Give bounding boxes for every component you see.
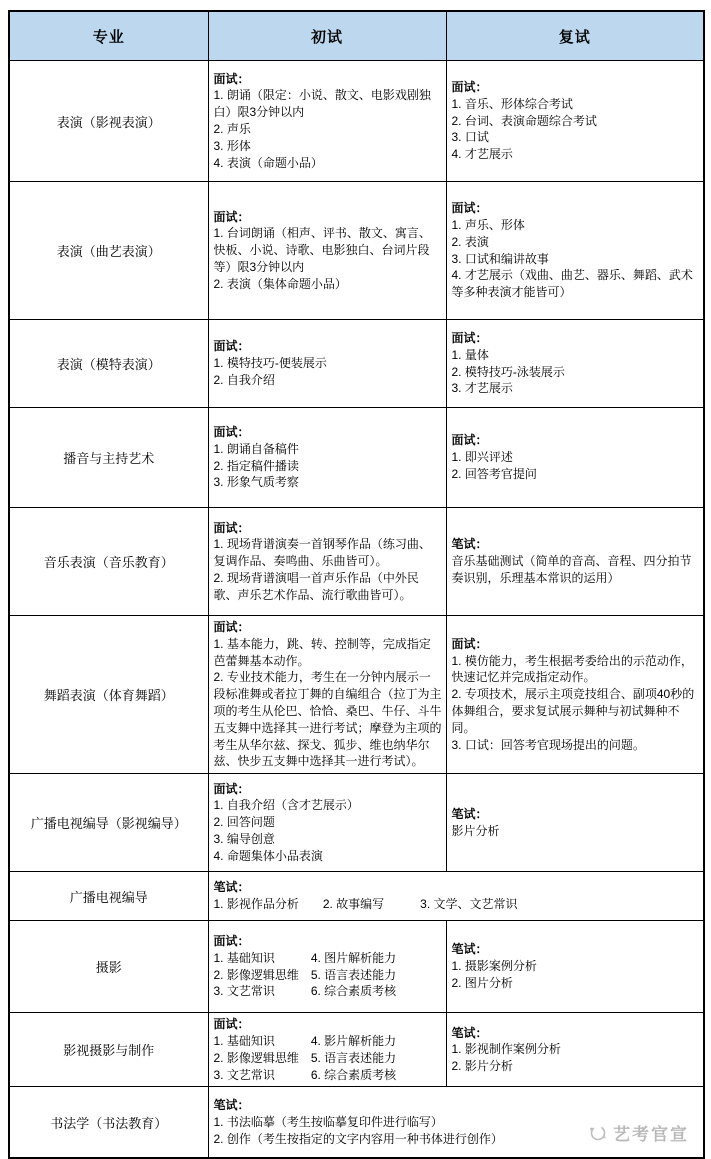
exam-table-body bbox=[9, 61, 704, 1159]
exam-type-label: 笔试： bbox=[451, 806, 488, 821]
exam-item: 1. 基本能力，跳、转、控制等，完成指定芭蕾舞基本动作。 bbox=[213, 636, 431, 668]
exam-item: 2. 创作（考生按指定的文字内容用一种书体进行创作） bbox=[213, 1131, 503, 1146]
exam-item: 2. 图片分析 bbox=[451, 976, 513, 991]
exam-type-label: 面试： bbox=[213, 520, 250, 535]
exam-item: 3. 口试：回答考官现场提出的问题。 bbox=[451, 737, 645, 752]
first-exam-cell bbox=[208, 182, 446, 320]
first-exam-cell bbox=[208, 616, 446, 774]
table-row bbox=[9, 320, 704, 408]
exam-type-label: 笔试： bbox=[213, 1098, 250, 1113]
table-row bbox=[9, 774, 704, 872]
exam-table bbox=[8, 10, 705, 1159]
exam-type-label: 面试： bbox=[451, 330, 488, 345]
exam-item: 4. 命题集体小品表演 bbox=[213, 848, 323, 863]
exam-type-label: 面试： bbox=[213, 71, 250, 86]
exam-item: 1. 自我介绍（含才艺展示） bbox=[213, 798, 359, 813]
exam-item: 2. 自我介绍 bbox=[213, 372, 275, 387]
major-cell: 舞蹈表演（体育舞蹈） bbox=[9, 616, 208, 774]
yikao-logo-icon bbox=[588, 1123, 608, 1143]
exam-type-label: 笔试： bbox=[451, 537, 488, 552]
exam-item: 影片分析 bbox=[451, 823, 500, 838]
second-exam-cell bbox=[446, 61, 704, 182]
major-cell: 广播电视编导（影视编导） bbox=[9, 774, 208, 872]
major-cell: 音乐表演（音乐教育） bbox=[9, 508, 208, 616]
first-exam-cell bbox=[208, 408, 446, 508]
exam-item: 4. 才艺展示 bbox=[451, 147, 513, 162]
second-exam-cell bbox=[446, 616, 704, 774]
watermark-text: 艺考官宣 bbox=[613, 1125, 689, 1145]
exam-item: 3. 形象气质考察 bbox=[213, 475, 299, 490]
exam-item: 2. 专项技术，展示主项竞技组合、副项40秒的体舞组合，要求复试展示舞种与初试舞种不同。 bbox=[451, 687, 695, 735]
exam-item: 1. 即兴评述 bbox=[451, 450, 513, 465]
exam-item: 1. 摄影案例分析 bbox=[451, 959, 537, 974]
exam-item: 1. 音乐、形体综合考试 bbox=[451, 96, 573, 111]
first-exam-cell bbox=[208, 61, 446, 182]
second-exam-cell bbox=[446, 1013, 704, 1087]
exam-type-label: 笔试： bbox=[451, 1025, 488, 1040]
exam-item: 3. 才艺展示 bbox=[451, 381, 513, 396]
major-cell: 影视摄影与制作 bbox=[9, 1013, 208, 1087]
header-row bbox=[9, 11, 704, 61]
major-cell: 播音与主持艺术 bbox=[9, 408, 208, 508]
table-header bbox=[9, 11, 704, 61]
exam-item: 2. 影片分析 bbox=[451, 1059, 513, 1074]
exam-item: 2. 表演（集体命题小品） bbox=[213, 276, 347, 291]
exam-item: 音乐基础测试（简单的音高、音程、四分拍节奏识别，乐理基本常识的运用） bbox=[451, 554, 692, 585]
exam-item: 1. 朗诵（限定：小说、散文、电影戏剧独白）限3分钟以内 bbox=[213, 88, 431, 120]
exam-type-label: 笔试： bbox=[451, 942, 488, 957]
header-second-exam: 复试 bbox=[446, 11, 704, 61]
exam-item: 1. 基础知识 4. 图片解析能力 bbox=[213, 950, 397, 965]
exam-item: 3. 口试和编讲故事 bbox=[451, 251, 549, 266]
table-row bbox=[9, 872, 704, 921]
exam-item: 2. 指定稿件播读 bbox=[213, 458, 299, 473]
exam-item: 3. 文艺常识 6. 综合素质考核 bbox=[213, 984, 397, 999]
table-row bbox=[9, 182, 704, 320]
first-exam-cell bbox=[208, 774, 446, 872]
exam-item: 2. 回答问题 bbox=[213, 815, 275, 830]
major-cell: 书法学（书法教育） bbox=[9, 1087, 208, 1159]
exam-table-container bbox=[8, 10, 703, 1159]
first-exam-cell bbox=[208, 921, 446, 1013]
second-exam-cell bbox=[446, 408, 704, 508]
second-exam-cell bbox=[446, 774, 704, 872]
exam-item: 1. 基础知识 4. 影片解析能力 bbox=[213, 1033, 397, 1048]
exam-type-label: 面试： bbox=[213, 1017, 250, 1032]
major-cell: 表演（影视表演） bbox=[9, 61, 208, 182]
header-major: 专业 bbox=[9, 11, 208, 61]
exam-type-label: 面试： bbox=[451, 636, 488, 651]
exam-item: 2. 现场背谱演唱一首声乐作品（中外民歌、声乐艺术作品、流行歌曲皆可）。 bbox=[213, 570, 419, 602]
exam-item: 3. 编导创意 bbox=[213, 832, 275, 847]
table-row bbox=[9, 616, 704, 774]
exam-item: 2. 模特技巧-泳装展示 bbox=[451, 364, 565, 379]
watermark bbox=[588, 1120, 689, 1145]
exam-item: 1. 声乐、形体 bbox=[451, 217, 525, 232]
table-row bbox=[9, 1013, 704, 1087]
exam-item: 3. 口试 bbox=[451, 130, 489, 145]
header-first-exam: 初试 bbox=[208, 11, 446, 61]
exam-type-label: 面试： bbox=[451, 433, 488, 448]
exam-item: 1. 台词朗诵（相声、评书、散文、寓言、快板、小说、诗歌、电影独白、台词片段等）限3分钟以内 bbox=[213, 226, 431, 274]
exam-type-label: 面试： bbox=[451, 201, 488, 216]
table-row bbox=[9, 508, 704, 616]
second-exam-cell bbox=[446, 921, 704, 1013]
exam-item: 2. 台词、表演命题综合考试 bbox=[451, 113, 597, 128]
first-exam-cell bbox=[208, 508, 446, 616]
exam-item: 2. 影像逻辑思维 5. 语言表述能力 bbox=[213, 1050, 397, 1065]
exam-type-label: 面试： bbox=[213, 339, 250, 354]
exam-item: 2. 专业技术能力，考生在一分钟内展示一段标准舞或者拉丁舞的自编组合（拉丁为主项的考生从伦巴、恰恰、桑巴、牛仔、斗牛五支舞中选择其一进行考试；摩登为主项的考生从华尔兹、探戈、狐步、维也纳华尔兹、快步五支舞中选择其一进行考试）。 bbox=[213, 670, 442, 769]
second-exam-cell bbox=[446, 508, 704, 616]
exam-item: 1. 量体 bbox=[451, 347, 489, 362]
exam-item: 2. 影像逻辑思维 5. 语言表述能力 bbox=[213, 967, 397, 982]
major-cell: 表演（模特表演） bbox=[9, 320, 208, 408]
exam-item: 1. 现场背谱演奏一首钢琴作品（练习曲、复调作品、奏鸣曲、乐曲皆可）。 bbox=[213, 537, 431, 569]
exam-item: 3. 文艺常识 6. 综合素质考核 bbox=[213, 1067, 397, 1082]
table-row bbox=[9, 921, 704, 1013]
exam-item: 1. 影视作品分析 2. 故事编写 3. 文学、文艺常识 bbox=[213, 897, 518, 912]
first-exam-cell bbox=[208, 1013, 446, 1087]
table-row bbox=[9, 61, 704, 182]
exam-item: 1. 影视制作案例分析 bbox=[451, 1042, 561, 1057]
exam-item: 4. 表演（命题小品） bbox=[213, 155, 323, 170]
exam-item: 2. 回答考官提问 bbox=[451, 466, 537, 481]
major-cell: 摄影 bbox=[9, 921, 208, 1013]
exam-item: 2. 声乐 bbox=[213, 122, 251, 136]
first-exam-cell bbox=[208, 872, 704, 921]
second-exam-cell bbox=[446, 182, 704, 320]
exam-type-label: 面试： bbox=[451, 80, 488, 94]
exam-type-label: 面试： bbox=[213, 934, 250, 949]
major-cell: 广播电视编导 bbox=[9, 872, 208, 921]
exam-item: 1. 书法临摹（考生按临摹复印件进行临写） bbox=[213, 1114, 443, 1129]
exam-type-label: 笔试： bbox=[213, 880, 250, 895]
table-row bbox=[9, 408, 704, 508]
exam-type-label: 面试： bbox=[213, 620, 250, 634]
second-exam-cell bbox=[446, 320, 704, 408]
exam-type-label: 面试： bbox=[213, 424, 250, 439]
exam-type-label: 面试： bbox=[213, 209, 250, 224]
exam-item: 1. 模特技巧-便装展示 bbox=[213, 356, 327, 371]
major-cell: 表演（曲艺表演） bbox=[9, 182, 208, 320]
exam-item: 1. 模仿能力，考生根据考委给出的示范动作，快速记忆并完成指定动作。 bbox=[451, 653, 693, 685]
exam-item: 1. 朗诵自备稿件 bbox=[213, 441, 299, 456]
exam-item: 3. 形体 bbox=[213, 138, 251, 153]
exam-type-label: 面试： bbox=[213, 781, 250, 796]
exam-item: 2. 表演 bbox=[451, 234, 489, 249]
exam-item: 4. 才艺展示（戏曲、曲艺、器乐、舞蹈、武术等多种表演才能皆可） bbox=[451, 268, 693, 300]
first-exam-cell bbox=[208, 320, 446, 408]
